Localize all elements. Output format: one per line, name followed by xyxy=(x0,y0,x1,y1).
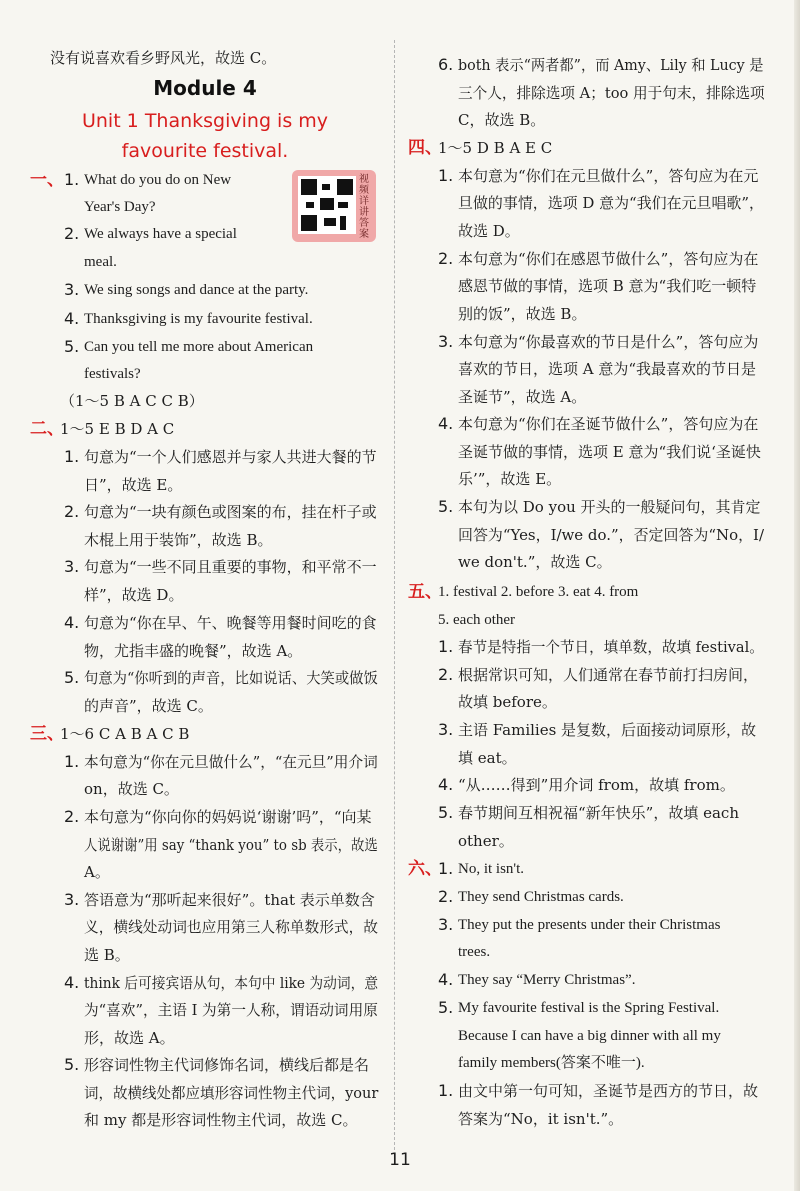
qr-label: 视频详讲答案 xyxy=(359,174,369,240)
s4-item5-num: 5. xyxy=(438,497,454,516)
s2-item2-line1: 句意为“一块有颜色或图案的布，挂在杆子或 xyxy=(84,503,377,521)
s6-item4-num: 4. xyxy=(438,970,454,989)
unit-title-line2: favourite festival. xyxy=(121,140,289,162)
carry-item6-line1: both 表示“两者都”，而 Amy、Lily 和 Lucy 是 xyxy=(458,56,764,74)
s4-item2-line2: 感恩节做的事情，选项 B 意为“我们吃一顿特 xyxy=(458,277,757,295)
s1-item2-num: 2. xyxy=(64,224,80,243)
s4-item2-line1: 本句意为“你们在感恩节做什么”，答句应为在 xyxy=(458,250,759,268)
s6-item5-line1: My favourite festival is the Spring Festival. xyxy=(458,1000,720,1016)
s4-item3-line1: 本句意为“你最喜欢的节日是什么”，答句应为 xyxy=(458,333,759,351)
s6-item3-line2: trees. xyxy=(458,944,491,960)
s1-item1-line2: Year's Day? xyxy=(84,199,156,215)
s6-item3-line1: They put the presents under their Christmas xyxy=(458,917,721,933)
s2-item5-line2: 的声音”，故选 C。 xyxy=(84,697,213,715)
s1-item3-line1: We sing songs and dance at the party. xyxy=(84,282,309,298)
s6-item5-line2: Because I can have a big dinner with all my xyxy=(458,1028,721,1044)
s3-item3-num: 3. xyxy=(64,890,80,909)
s4-item3-line2: 喜欢的节日，选项 A 意为“我最喜欢的节日是 xyxy=(458,360,757,378)
s4-item4-line1: 本句意为“你们在圣诞节做什么”，答句应为在 xyxy=(458,415,759,433)
s2-item3-line1: 句意为“一些不同且重要的事物，和平常不一 xyxy=(84,558,377,576)
s3-item3-line1: 答语意为“那听起来很好”。that 表示单数含 xyxy=(84,891,375,909)
s2-item5-num: 5. xyxy=(64,668,80,687)
s3-item2-line3: A。 xyxy=(84,863,110,881)
s6-note-num: 1. xyxy=(438,1081,454,1100)
s3-item5-line3: 和 my 都是形容词性物主代词，故选 C。 xyxy=(84,1111,358,1129)
s1-item2-line2: meal. xyxy=(84,254,117,270)
carry-item6-num: 6. xyxy=(438,55,454,74)
s2-item4-line2: 物，尤指丰盛的晚餐”，故选 A。 xyxy=(84,642,303,660)
s6-item4-line1: They say “Merry Christmas”. xyxy=(458,972,636,988)
s4-item1-num: 1. xyxy=(438,166,454,185)
page-edge xyxy=(794,0,800,1191)
s4-item5-line3: we don't.”，故选 C。 xyxy=(458,553,612,571)
s5-item1-num: 1. xyxy=(438,637,454,656)
section-6-mark: 六、 xyxy=(408,859,442,879)
s6-item5-num: 5. xyxy=(438,998,454,1017)
s3-item2-line1: 本句意为“你向你的妈妈说‘谢谢’吗”，“向某 xyxy=(84,808,372,826)
s4-item2-num: 2. xyxy=(438,249,454,268)
s3-item5-line1: 形容词性物主代词修饰名词，横线后都是名 xyxy=(84,1056,370,1074)
s5-item5-line2: other。 xyxy=(458,832,514,850)
s4-item1-line3: 故选 D。 xyxy=(458,222,520,240)
s3-item2-line2: 人说谢谢”用 say “thank you” to sb 表示，故选 xyxy=(84,836,378,854)
s2-header: 1～5 E B D A C xyxy=(60,420,175,438)
s4-item4-line2: 圣诞节做的事情，选项 E 意为“我们说‘圣诞快 xyxy=(458,443,761,461)
s3-item4-line2: 为“喜欢”，主语 I 为第一人称，谓语动词用原 xyxy=(84,1001,378,1019)
s5-item5-line1: 春节期间互相祝福“新年快乐”，故填 each xyxy=(458,804,739,822)
intro-line: 没有说喜欢看乡野风光，故选 C。 xyxy=(50,49,277,67)
s3-item5-line2: 词，故横线处都应填形容词性物主代词，your xyxy=(84,1084,379,1102)
s4-header: 1～5 D B A E C xyxy=(438,139,553,157)
s1-item5-line1: Can you tell me more about American xyxy=(84,339,314,355)
s5-item2-line1: 根据常识可知，人们通常在春节前打扫房间， xyxy=(458,666,759,684)
s2-item1-num: 1. xyxy=(64,447,80,466)
carry-item6-line3: C，故选 B。 xyxy=(458,111,546,129)
s4-item3-line3: 圣诞节”，故选 A。 xyxy=(458,388,587,406)
s2-item5-line1: 句意为“你听到的声音，比如说话、大笑或做饭 xyxy=(84,669,378,687)
s5-item3-line1: 主语 Families 是复数，后面接动词原形，故 xyxy=(458,721,757,739)
s4-item4-num: 4. xyxy=(438,414,454,433)
s1-item1-num: 1. xyxy=(64,170,80,189)
section-1-mark: 一、 xyxy=(30,170,64,190)
s6-note-line1: 由文中第一句可知，圣诞节是西方的节日，故 xyxy=(458,1082,759,1100)
qr-pattern xyxy=(298,176,356,234)
s2-item3-num: 3. xyxy=(64,557,80,576)
s2-item4-line1: 句意为“你在早、午、晚餐等用餐时间吃的食 xyxy=(84,614,377,632)
s6-note-line2: 答案为“No，it isn't.”。 xyxy=(458,1110,624,1128)
s3-item4-line3: 形，故选 A。 xyxy=(84,1029,175,1047)
s3-item4-num: 4. xyxy=(64,973,80,992)
s4-item2-line3: 别的饭”，故选 B。 xyxy=(458,305,587,323)
s2-item1-line1: 句意为“一个人们感恩并与家人共进大餐的节 xyxy=(84,448,377,466)
s5-item4-line1: “从……得到”用介词 from，故填 from。 xyxy=(458,776,735,794)
s1-item5-line2: festivals? xyxy=(84,366,141,382)
s5-header: 1. festival 2. before 3. eat 4. from xyxy=(438,584,639,600)
s6-item1-line1: No, it isn't. xyxy=(458,861,525,877)
unit-title-line1: Unit 1 Thanksgiving is my xyxy=(81,110,329,132)
section-3-mark: 三、 xyxy=(30,724,64,744)
s1-item5-num: 5. xyxy=(64,337,80,356)
s2-item4-num: 4. xyxy=(64,613,80,632)
s4-item3-num: 3. xyxy=(438,332,454,351)
s3-item3-line3: 选 B。 xyxy=(84,946,130,964)
section-2-mark: 二、 xyxy=(30,419,64,439)
s4-item4-line3: 乐’”，故选 E。 xyxy=(458,470,562,488)
s3-item1-num: 1. xyxy=(64,752,80,771)
s2-item2-line2: 木棍上用于装饰”，故选 B。 xyxy=(84,531,273,549)
s3-item1-line1: 本句意为“你在元旦做什么”，“在元旦”用介词 xyxy=(84,753,378,771)
s5-item1-line1: 春节是特指一个节日，填单数，故填 festival。 xyxy=(458,638,764,656)
s3-item5-num: 5. xyxy=(64,1055,80,1074)
s3-item1-line2: on，故选 C。 xyxy=(84,780,179,798)
s5-item5-num: 5. xyxy=(438,803,454,822)
s1-item4-line1: Thanksgiving is my favourite festival. xyxy=(84,311,313,327)
s2-item1-line2: 日”，故选 E。 xyxy=(84,476,183,494)
section-5-mark: 五、 xyxy=(408,582,442,602)
s1-item1-line1: What do you do on New xyxy=(84,172,232,188)
s2-item2-num: 2. xyxy=(64,502,80,521)
s1-item3-num: 3. xyxy=(64,280,80,299)
s4-item1-line1: 本句意为“你们在元旦做什么”，答句应为在元 xyxy=(458,167,759,185)
column-divider xyxy=(394,40,395,1150)
s5-item3-num: 3. xyxy=(438,720,454,739)
qr-code[interactable] xyxy=(292,170,376,242)
s4-item5-line1: 本句为以 Do you 开头的一般疑问句，其肯定 xyxy=(458,498,761,516)
s1-item2-line1: We always have a special xyxy=(84,226,237,242)
s5-item2-num: 2. xyxy=(438,665,454,684)
s5-item3-line2: 填 eat。 xyxy=(458,749,517,767)
s4-item1-line2: 旦做的事情，选项 D 意为“我们在元旦唱歌”， xyxy=(458,194,764,212)
s6-item2-num: 2. xyxy=(438,887,454,906)
s3-item2-num: 2. xyxy=(64,807,80,826)
s6-item3-num: 3. xyxy=(438,915,454,934)
s5-header2: 5. each other xyxy=(438,612,516,628)
s5-item4-num: 4. xyxy=(438,775,454,794)
s6-item5-line3: family members(答案不唯一). xyxy=(458,1055,645,1071)
section-4-mark: 四、 xyxy=(408,138,442,158)
s4-item5-line2: 回答为“Yes，I/we do.”，否定回答为“No，I/ xyxy=(458,526,765,544)
carry-item6-line2: 三个人，排除选项 A；too 用于句末，排除选项 xyxy=(458,84,765,102)
s5-item2-line2: 故填 before。 xyxy=(458,693,557,711)
module-title: Module 4 xyxy=(153,76,257,100)
s6-item1-num: 1. xyxy=(438,859,454,878)
s3-header: 1～6 C A B A C B xyxy=(60,725,190,743)
s3-item3-line2: 义，横线处动词也应用第三人称单数形式，故 xyxy=(84,918,379,936)
s1-item4-num: 4. xyxy=(64,309,80,328)
s6-item2-line1: They send Christmas cards. xyxy=(458,889,624,905)
s3-item4-line1: think 后可接宾语从句，本句中 like 为动词，意 xyxy=(84,974,379,992)
page-number: 11 xyxy=(389,1150,411,1170)
s2-item3-line2: 样”，故选 D。 xyxy=(84,586,184,604)
s1-answers: （1～5 B A C C B） xyxy=(60,392,204,410)
